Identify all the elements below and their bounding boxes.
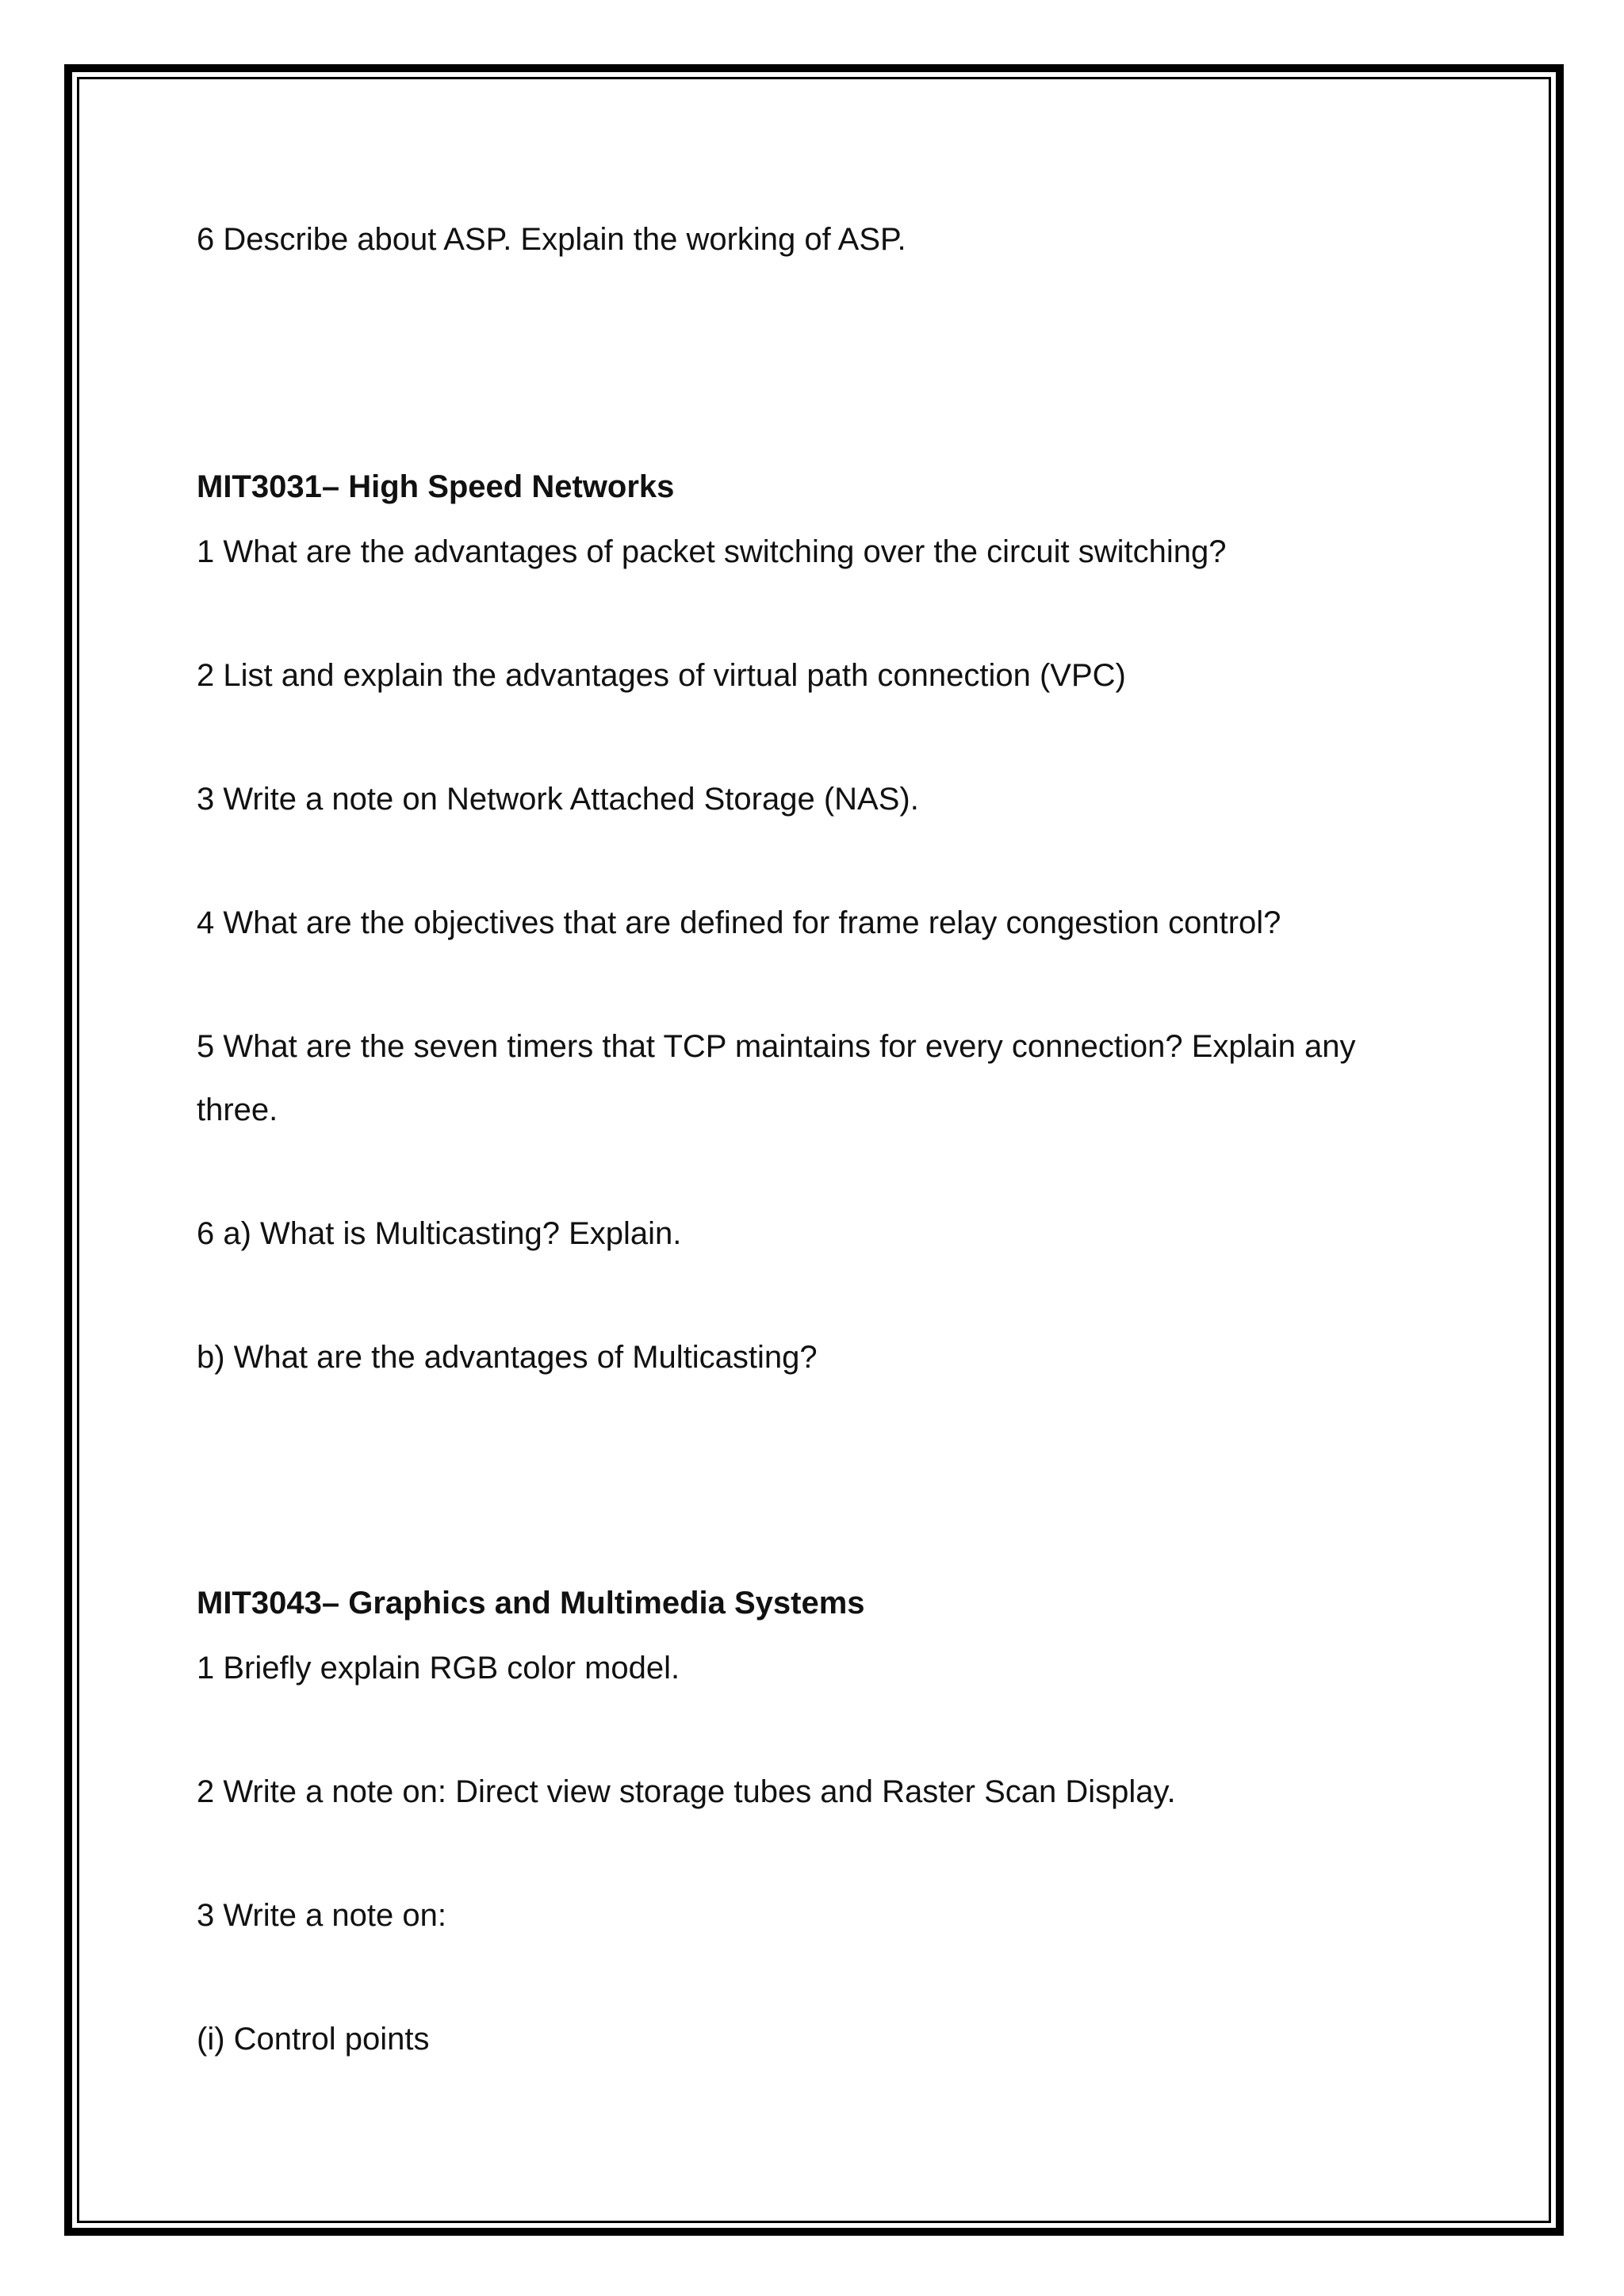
section-heading-graphics-multimedia: MIT3043– Graphics and Multimedia Systems — [197, 1586, 865, 1621]
hsn-question-5-line-2: three. — [197, 1093, 278, 1127]
hsn-question-4: 4 What are the objectives that are defined for frame relay congestion control? — [197, 905, 1281, 940]
hsn-question-6b: b) What are the advantages of Multicasting? — [197, 1340, 818, 1375]
hsn-question-6a: 6 a) What is Multicasting? Explain. — [197, 1216, 682, 1251]
hsn-question-3: 3 Write a note on Network Attached Storage (NAS). — [197, 782, 919, 817]
gms-question-3-item-i: (i) Control points — [197, 2022, 430, 2057]
gms-question-2: 2 Write a note on: Direct view storage tubes and Raster Scan Display. — [197, 1774, 1176, 1809]
gms-question-1: 1 Briefly explain RGB color model. — [197, 1651, 680, 1686]
section-heading-high-speed-networks: MIT3031– High Speed Networks — [197, 469, 675, 504]
hsn-question-5-line-1: 5 What are the seven timers that TCP maintains for every connection? Explain any — [197, 1029, 1356, 1064]
gms-question-3: 3 Write a note on: — [197, 1898, 446, 1933]
hsn-question-2: 2 List and explain the advantages of virtual path connection (VPC) — [197, 658, 1126, 693]
hsn-question-1: 1 What are the advantages of packet switching over the circuit switching? — [197, 534, 1227, 569]
asp-question-6: 6 Describe about ASP. Explain the working of ASP. — [197, 222, 906, 257]
